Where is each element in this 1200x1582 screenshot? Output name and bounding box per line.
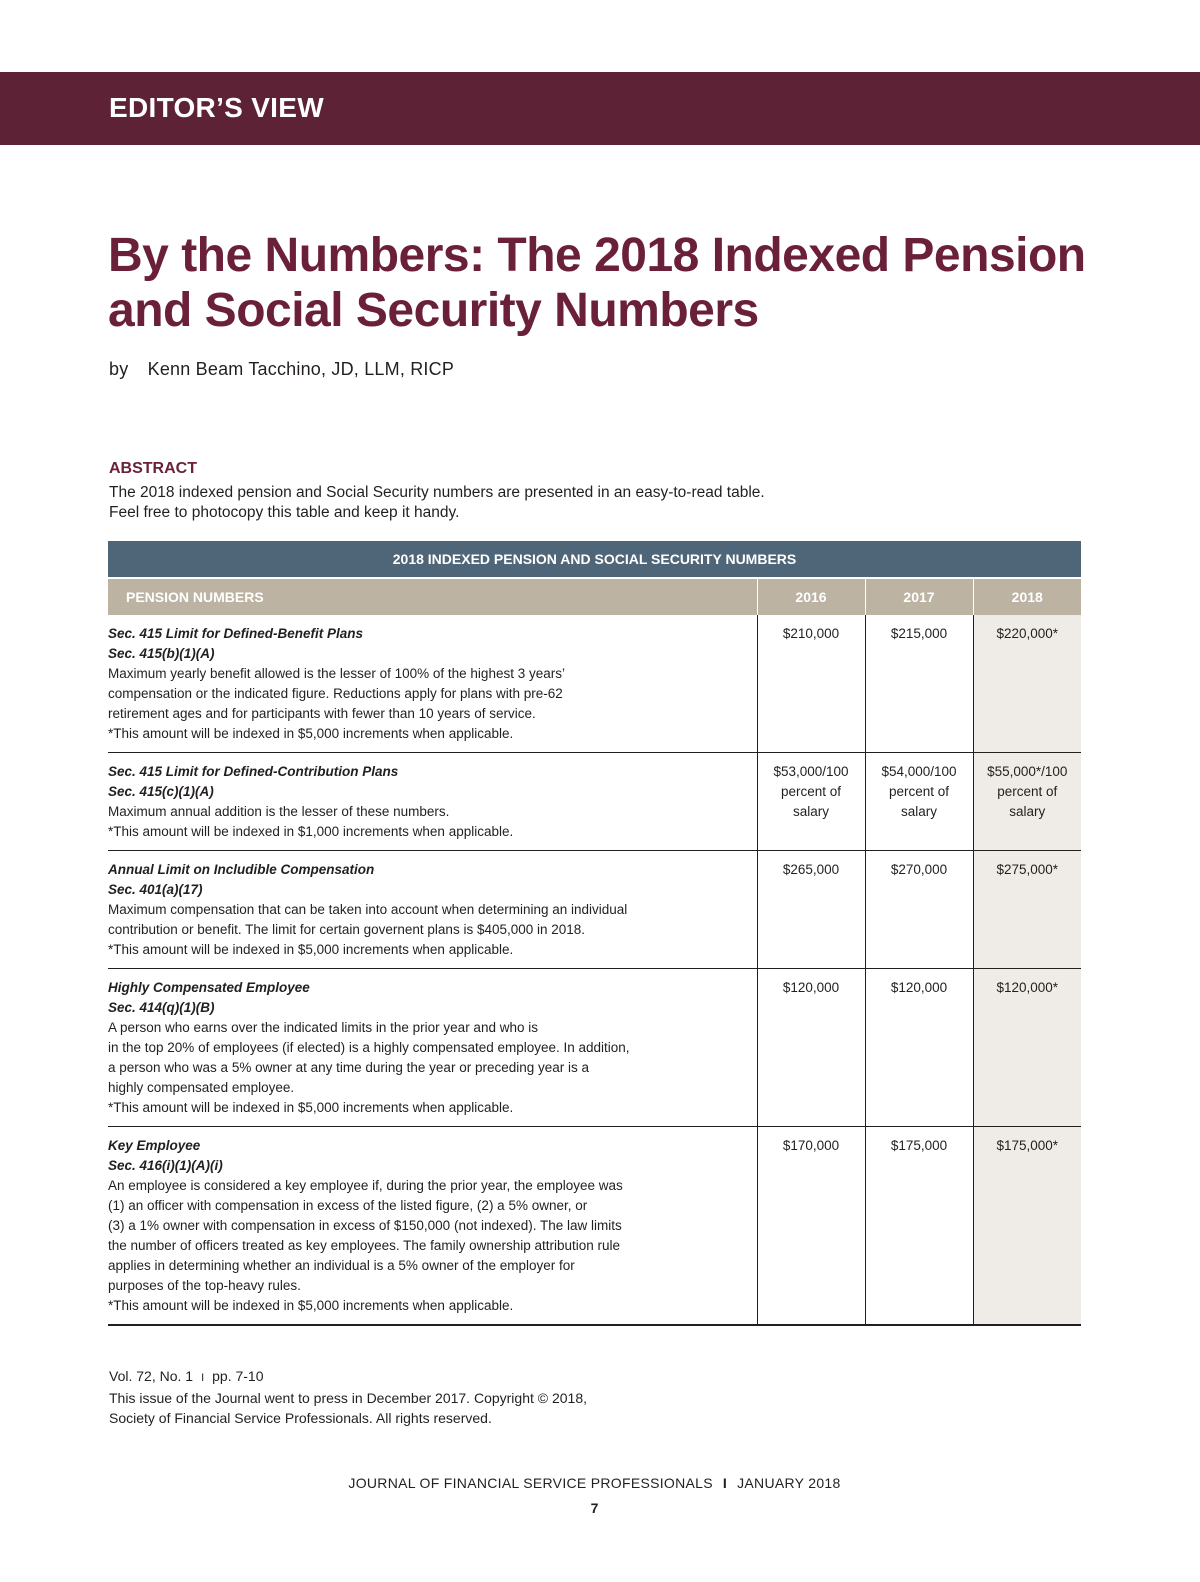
value-2018: $275,000* (973, 851, 1081, 969)
row-text: (3) a 1% owner with compensation in excess of $150,000 (not indexed). The law limits (108, 1218, 622, 1233)
row-text: retirement ages and for participants with fewer than 10 years of service. (108, 706, 536, 721)
row-text: highly compensated employee. (108, 1080, 295, 1095)
row-title: Sec. 415 Limit for Defined-Contribution Plans (108, 764, 399, 779)
value-2018: $120,000* (973, 969, 1081, 1127)
row-text: in the top 20% of employees (if elected) is a highly compensated employee. In addition, (108, 1040, 630, 1055)
row-text: applies in determining whether an individual is a 5% owner of the employer for (108, 1258, 575, 1273)
row-title: Highly Compensated Employee (108, 980, 310, 995)
numbers-table (108, 541, 1081, 1326)
value-2016: $170,000 (757, 1127, 865, 1326)
value-2017: $120,000 (865, 969, 973, 1127)
row-section: Sec. 415(c)(1)(A) (108, 784, 214, 799)
row-text: An employee is considered a key employee if, during the prior year, the employee was (108, 1178, 623, 1193)
value-line: $53,000/100 (773, 764, 849, 779)
abstract-line: Feel free to photocopy this table and keep it handy. (109, 504, 460, 521)
value-2016 (757, 753, 865, 851)
value-line: $54,000/100 (881, 764, 957, 779)
row-description (108, 753, 757, 851)
row-section: Sec. 415(b)(1)(A) (108, 646, 215, 661)
value-2018 (973, 753, 1081, 851)
volume-separator: I (201, 1372, 205, 1384)
row-text: *This amount will be indexed in $5,000 increments when applicable. (108, 726, 514, 741)
row-text: contribution or benefit. The limit for certain governent plans is $405,000 in 2018. (108, 922, 586, 937)
row-title: Key Employee (108, 1138, 201, 1153)
row-text: a person who was a 5% owner at any time during the year or preceding year is a (108, 1060, 590, 1075)
abstract-line: The 2018 indexed pension and Social Security numbers are presented in an easy-to-read table. (109, 484, 765, 501)
value-line: salary (900, 804, 937, 819)
value-line: percent of (888, 784, 950, 799)
value-line: percent of (780, 784, 842, 799)
article-title: By the Numbers: The 2018 Indexed Pension and Social Security Numbers (108, 229, 1086, 337)
row-section: Sec. 416(i)(1)(A)(i) (108, 1158, 223, 1173)
value-2018: $175,000* (973, 1127, 1081, 1326)
row-text: A person who earns over the indicated limits in the prior year and who is (108, 1020, 538, 1035)
footer-separator: I (722, 1475, 728, 1491)
row-text: purposes of the top-heavy rules. (108, 1278, 301, 1293)
row-title: Sec. 415 Limit for Defined-Benefit Plans (108, 626, 364, 641)
rights-note: Society of Financial Service Professionals. All rights reserved. (109, 1410, 492, 1426)
table-row (108, 615, 1081, 753)
value-2017: $175,000 (865, 1127, 973, 1326)
row-text: *This amount will be indexed in $5,000 increments when applicable. (108, 1298, 514, 1313)
value-2017: $215,000 (865, 615, 973, 753)
byline-prefix: by (109, 359, 129, 379)
pages: pp. 7-10 (212, 1368, 264, 1384)
volume: Vol. 72, No. 1 (109, 1368, 194, 1384)
abstract-heading: ABSTRACT (109, 460, 197, 477)
row-text: (1) an officer with compensation in excess of the listed figure, (2) a 5% owner, or (108, 1198, 588, 1213)
value-line: percent of (997, 784, 1058, 799)
row-description (108, 969, 757, 1127)
page-number: 7 (590, 1500, 599, 1516)
row-text: compensation or the indicated figure. Reductions apply for plans with pre-62 (108, 686, 563, 701)
table-row (108, 851, 1081, 969)
column-header-2016: 2016 (757, 578, 865, 615)
byline (109, 359, 454, 380)
volume-line (109, 1366, 587, 1388)
value-2016: $210,000 (757, 615, 865, 753)
row-text: *This amount will be indexed in $5,000 increments when applicable. (108, 1100, 514, 1115)
row-text: *This amount will be indexed in $1,000 increments when applicable. (108, 824, 514, 839)
column-header-2017: 2017 (865, 578, 973, 615)
value-line: salary (1009, 804, 1046, 819)
row-title: Annual Limit on Includible Compensation (108, 862, 375, 877)
section-label: EDITOR’S VIEW (109, 92, 324, 123)
row-section: Sec. 414(q)(1)(B) (108, 1000, 215, 1015)
page-footer (0, 1475, 1189, 1491)
row-text: Maximum annual addition is the lesser of these numbers. (108, 804, 450, 819)
value-line: salary (792, 804, 829, 819)
value-2017 (865, 753, 973, 851)
section-banner (0, 72, 1200, 145)
value-2018: $220,000* (973, 615, 1081, 753)
column-header-2018: 2018 (973, 578, 1081, 615)
row-description (108, 615, 757, 753)
table-row (108, 1127, 1081, 1326)
author-name: Kenn Beam Tacchino, JD, LLM, RICP (147, 359, 455, 379)
row-description (108, 1127, 757, 1326)
column-header-pension-numbers: PENSION NUMBERS (108, 578, 757, 615)
table-row (108, 969, 1081, 1127)
press-note: This issue of the Journal went to press in December 2017. Copyright © 2018, (109, 1390, 588, 1406)
row-section: Sec. 401(a)(17) (108, 882, 203, 897)
abstract-text (109, 483, 1009, 523)
row-text: Maximum yearly benefit allowed is the lesser of 100% of the highest 3 years’ (108, 666, 565, 681)
table-header-row (108, 578, 1081, 615)
value-line: $55,000*/100 (987, 764, 1068, 779)
issue-date: JANUARY 2018 (737, 1475, 841, 1491)
value-2016: $120,000 (757, 969, 865, 1127)
table-title: 2018 INDEXED PENSION AND SOCIAL SECURITY NUMBERS (108, 541, 1081, 577)
table-row (108, 753, 1081, 851)
pension-table (108, 577, 1081, 1326)
value-2016: $265,000 (757, 851, 865, 969)
publication-info (109, 1366, 587, 1428)
value-2017: $270,000 (865, 851, 973, 969)
row-description (108, 851, 757, 969)
journal-name: JOURNAL OF FINANCIAL SERVICE PROFESSIONALS (348, 1475, 713, 1491)
row-text: Maximum compensation that can be taken into account when determining an individual (108, 902, 628, 917)
row-text: the number of officers treated as key employees. The family ownership attribution rule (108, 1238, 621, 1253)
row-text: *This amount will be indexed in $5,000 increments when applicable. (108, 942, 514, 957)
